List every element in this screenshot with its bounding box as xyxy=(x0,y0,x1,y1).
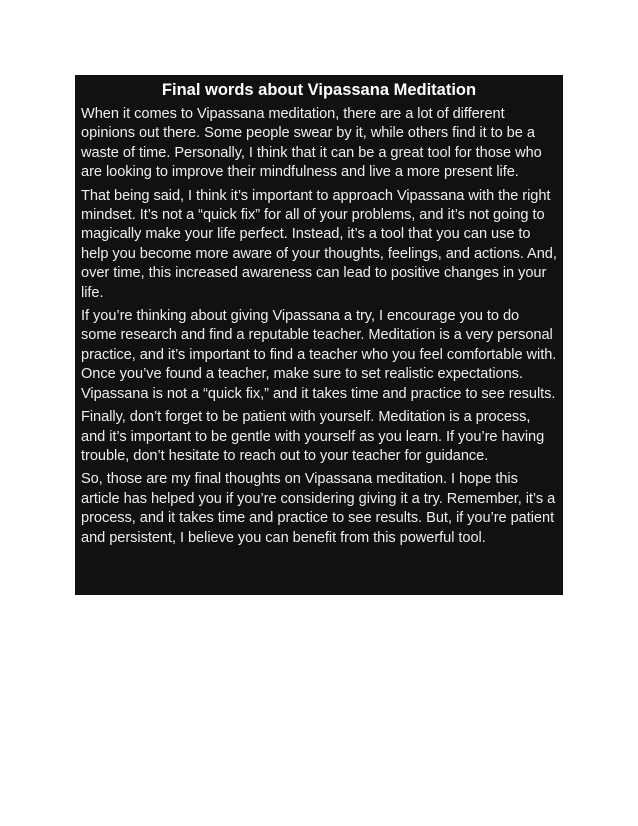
paragraph-1: When it comes to Vipassana meditation, there are a lot of different opinions out there. Some people swear by it, while others find it to be a waste of time. Personally, I think that it can be a great tool for those who are looking to improve their mindfulness and live a more present life. xyxy=(81,106,542,181)
page-title: Final words about Vipassana Meditation xyxy=(161,81,477,99)
paragraph-3: If you’re thinking about giving Vipassana a try, I encourage you to do some research and find a reputable teacher. Meditation is a very personal practice, and it’s important to find a teacher who you feel comfortable with. Once you’ve found a teacher, make sure to set realistic expectations. Vipassana is not a “quick fix,” and it takes time and practice to see results. xyxy=(81,308,557,402)
paragraph-5: So, those are my final thoughts on Vipassana meditation. I hope this article has helped you if you’re considering giving it a try. Remember, it’s a process, and it takes time and practice to see results. But, if you’re patient and persistent, I believe you can benefit from this powerful tool. xyxy=(81,471,556,546)
paragraph-2: That being said, I think it’s important to approach Vipassana with the right mindset. It’s not a “quick fix” for all of your problems, and it’s not going to magically make your life perfect. Instead, it’s a tool that you can use to help you become more aware of your thoughts, feelings, and actions. And, over time, this increased awareness can lead to positive changes in your life. xyxy=(81,187,557,301)
paragraph-4: Finally, don’t forget to be patient with yourself. Meditation is a process, and it’s important to be gentle with yourself as you learn. If you’re having trouble, don’t hesitate to reach out to your teacher for guidance. xyxy=(81,409,545,464)
content-panel xyxy=(75,75,563,595)
